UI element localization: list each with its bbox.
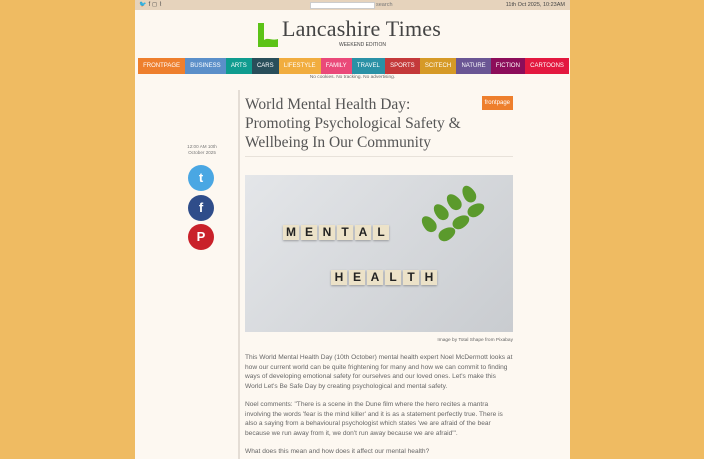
nav-item-cars[interactable]: CARS	[252, 58, 279, 74]
letter-tile: A	[355, 225, 371, 240]
social-links	[139, 1, 162, 9]
letter-tile: E	[301, 225, 317, 240]
letter-tile: N	[319, 225, 335, 240]
nav-item-family[interactable]: FAMILY	[321, 58, 352, 74]
letter-tile: E	[349, 270, 365, 285]
letter-tile: L	[385, 270, 401, 285]
image-caption: Image by Total Shape from Pixabay	[437, 338, 513, 343]
nav-item-cartoons[interactable]: CARTOONS	[525, 58, 569, 74]
article-paragraph: What does this mean and how does it affect our mental health?	[245, 448, 430, 455]
letter-tile: T	[337, 225, 353, 240]
letter-tile: H	[331, 270, 347, 285]
publish-date: 12:00 AM 10th October 2025	[187, 144, 217, 155]
twitter-share-button[interactable]	[188, 165, 214, 191]
article	[245, 90, 513, 457]
main-nav	[138, 58, 569, 74]
nav-item-sports[interactable]: SPORTS	[385, 58, 420, 74]
word-tiles	[283, 225, 389, 240]
facebook-icon[interactable]: f	[148, 2, 151, 8]
article-paragraph: Noel comments: "There is a scene in the Dune film where the hero recites a mantra involving the words 'fear is the mind killer' and it is as a statement perfectly true. There is also a saying from a behavioural psychologist which states 'we are afraid of the bear because we run away from it, we don't run away because we are afraid'".	[245, 401, 503, 437]
letter-tile: M	[283, 225, 299, 240]
word-tiles	[331, 270, 437, 285]
pinterest-share-button[interactable]	[188, 224, 214, 250]
nav-item-lifestyle[interactable]: LIFESTYLE	[279, 58, 321, 74]
current-date: 11th Oct 2025, 10:23AM	[505, 2, 565, 8]
twitter-icon[interactable]: 🐦	[139, 2, 147, 8]
divider	[238, 90, 240, 459]
page	[135, 0, 570, 459]
nav-item-business[interactable]: BUSINESS	[185, 58, 226, 74]
letter-tile: T	[403, 270, 419, 285]
facebook-share-button[interactable]	[188, 195, 214, 221]
article-paragraph: This World Mental Health Day (10th October) mental health expert Noel McDermott looks at how our current world can be quite frightening for many and how we can commit to finding ways of developing emotional safety for ourselves and our loved ones. Let's make this World Let's Be Safe Day by creating psychological and mental safety.	[245, 354, 513, 390]
instagram-icon[interactable]: ◻	[152, 2, 158, 8]
search-button[interactable]: search	[376, 2, 393, 8]
top-bar	[135, 0, 570, 10]
nav-item-travel[interactable]: TRAVEL	[352, 58, 385, 74]
category-badge[interactable]: frontpage	[482, 96, 513, 110]
tagline: No cookies. No tracking. No advertising.	[309, 75, 396, 80]
nav-item-frontpage[interactable]: FRONTPAGE	[138, 58, 185, 74]
pinterest-icon: P	[196, 229, 206, 244]
twitter-icon: t	[198, 170, 204, 185]
rss-icon[interactable]: ⌇	[159, 2, 163, 8]
article-body	[245, 353, 513, 457]
nav-item-nature[interactable]: NATURE	[456, 58, 490, 74]
letter-tile: H	[421, 270, 437, 285]
article-image	[245, 175, 513, 332]
site-title[interactable]: Lancashire Times	[282, 16, 442, 41]
article-title: World Mental Health Day: Promoting Psychological Safety & Wellbeing In Our Community	[245, 96, 461, 151]
letter-tile: A	[367, 270, 383, 285]
facebook-icon: f	[198, 199, 204, 215]
logo-icon[interactable]	[258, 23, 278, 47]
edition-label: WEEKEND EDITION	[339, 42, 386, 48]
nav-item-arts[interactable]: ARTS	[226, 58, 252, 74]
divider	[245, 156, 513, 157]
nav-item-fiction[interactable]: FICTION	[491, 58, 525, 74]
search-input[interactable]	[310, 2, 375, 9]
nav-item-scitech[interactable]: SCITECH	[420, 58, 457, 74]
letter-tile: L	[373, 225, 389, 240]
